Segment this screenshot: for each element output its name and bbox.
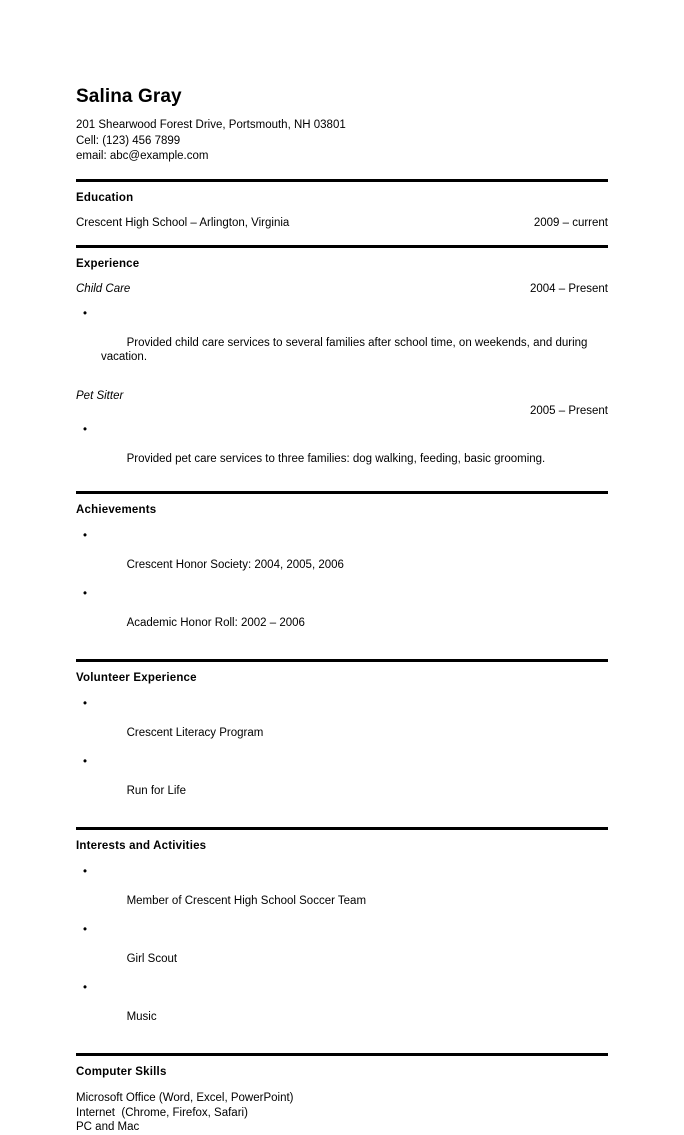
list-item: [76, 755, 608, 813]
bullet-icon: •: [83, 982, 88, 994]
candidate-name: Salina Gray: [76, 86, 182, 107]
experience-job1-title: Child Care: [76, 282, 131, 295]
bullet-icon: •: [83, 530, 88, 542]
experience-job2-bullets: [76, 423, 608, 481]
list-item-label: Run for Life: [126, 785, 187, 797]
education-date: 2009 – current: [533, 216, 608, 229]
bullet-icon: •: [83, 924, 88, 936]
bullet-icon: •: [83, 588, 88, 600]
volunteer-list: [76, 697, 608, 813]
section-heading-volunteer: Volunteer Experience: [76, 672, 197, 684]
list-item-label: Music: [126, 1011, 157, 1023]
resume-content: [76, 0, 608, 1135]
skills-line: PC and Mac: [76, 1121, 140, 1133]
contact-email: email: abc@example.com: [76, 150, 209, 162]
contact-block: [76, 118, 608, 165]
section-heading-achievements: Achievements: [76, 504, 157, 516]
list-item: [76, 697, 608, 755]
list-item: [76, 587, 608, 645]
list-item: [76, 981, 608, 1039]
interests-list: [76, 865, 608, 1039]
list-item-label: Provided pet care services to three families: dog walking, feeding, basic grooming.: [126, 453, 546, 465]
bullet-icon: •: [83, 866, 88, 878]
education-entry-row: [76, 216, 608, 231]
list-item: [76, 307, 608, 380]
list-item: [76, 423, 608, 481]
contact-address: 201 Shearwood Forest Drive, Portsmouth, NH 03801: [76, 119, 346, 131]
list-item-label: Provided child care services to several families after school time, on weekends, and during vacation.: [101, 336, 591, 363]
list-item-label: Member of Crescent High School Soccer Team: [126, 895, 367, 907]
section-heading-interests: Interests and Activities: [76, 840, 207, 852]
experience-job1-date: 2004 – Present: [529, 282, 608, 295]
skills-list: [76, 1091, 608, 1135]
list-item-label: Girl Scout: [126, 953, 178, 965]
education-school: Crescent High School – Arlington, Virginia: [76, 216, 290, 229]
experience-job2-title: Pet Sitter: [76, 390, 124, 402]
skills-line: Microsoft Office (Word, Excel, PowerPoint): [76, 1092, 294, 1104]
list-item-label: Academic Honor Roll: 2002 – 2006: [126, 617, 305, 629]
section-heading-experience: Experience: [76, 257, 140, 270]
list-item-label: Crescent Literacy Program: [126, 727, 264, 739]
bullet-icon: •: [83, 756, 88, 768]
list-item-label: Crescent Honor Society: 2004, 2005, 2006: [126, 559, 344, 571]
bullet-icon: •: [83, 307, 88, 320]
bullet-icon: •: [83, 698, 88, 710]
section-heading-education: Education: [76, 191, 134, 204]
section-heading-skills: Computer Skills: [76, 1066, 167, 1078]
skills-line: Internet (Chrome, Firefox, Safari): [76, 1106, 248, 1119]
list-item: [76, 865, 608, 923]
contact-phone: Cell: (123) 456 7899: [76, 134, 181, 147]
experience-job1-row: [76, 282, 608, 297]
experience-job2-date: 2005 – Present: [529, 405, 608, 417]
list-item: [76, 923, 608, 981]
experience-job2-row: [76, 389, 608, 404]
experience-job1-bullets: [76, 307, 608, 380]
list-item: [76, 529, 608, 587]
achievements-list: [76, 529, 608, 645]
bullet-icon: •: [83, 424, 88, 436]
